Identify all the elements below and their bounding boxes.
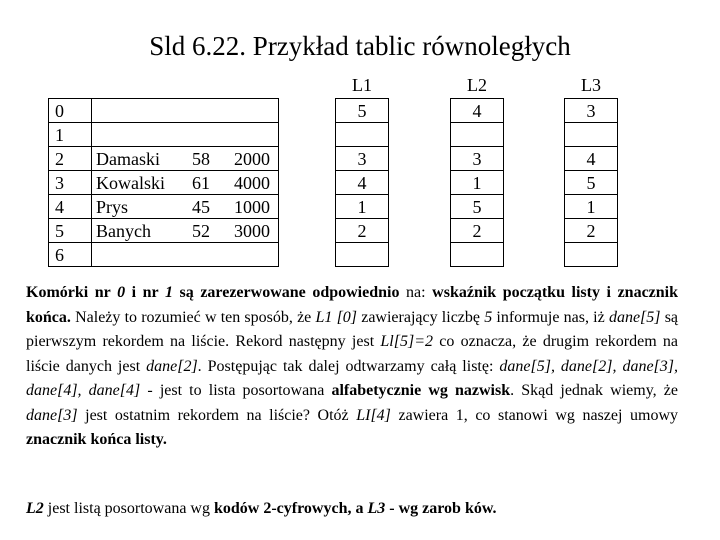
row-index: 4 (49, 195, 92, 219)
list-row (565, 243, 618, 267)
list-l2-label: L2 (467, 75, 487, 95)
list-l1-table (335, 98, 389, 267)
list-cell: 1 (565, 195, 618, 219)
row-code: 61 (188, 171, 232, 195)
row-salary (232, 243, 279, 267)
list-row (565, 171, 618, 195)
table-row (49, 99, 279, 123)
list-row (336, 171, 389, 195)
list-row (336, 147, 389, 171)
row-name: Prys (92, 195, 189, 219)
table-row (49, 219, 279, 243)
list-cell: 3 (336, 147, 389, 171)
table-row (49, 147, 279, 171)
list-cell: 5 (565, 171, 618, 195)
row-salary: 1000 (232, 195, 279, 219)
list-cell: 2 (336, 219, 389, 243)
list-row (451, 147, 504, 171)
row-salary: 2000 (232, 147, 279, 171)
list-cell (565, 123, 618, 147)
list-cell (565, 243, 618, 267)
row-index: 0 (49, 99, 92, 123)
row-salary (232, 99, 279, 123)
list-cell: 4 (336, 171, 389, 195)
row-index: 5 (49, 219, 92, 243)
list-cell: 2 (451, 219, 504, 243)
list-cell: 3 (451, 147, 504, 171)
summary-paragraph: L2 jest listą posortowana wg kodów 2-cyfrowych, a L3 - wg zarob ków. (26, 500, 497, 517)
row-index: 1 (49, 123, 92, 147)
list-cell: 3 (565, 99, 618, 123)
row-name: Damaski (92, 147, 189, 171)
list-cell: 1 (336, 195, 389, 219)
row-salary: 3000 (232, 219, 279, 243)
row-salary (232, 123, 279, 147)
list-cell: 5 (451, 195, 504, 219)
list-cell (336, 243, 389, 267)
explanation-paragraph: Komórki nr 0 i nr 1 są zarezerwowane odpowiednio na: wskaźnik początku listy i znacznik końca. Należy to rozumieć w ten sposób, że L1 [0] zawierający liczbę 5 informuje nas, iż dane[5] są pierwszym rekordem na liście. Rekord następny jest Ll[5]=2 co oznacza, że drugim rekordem na liście danych jest dane[2]. Postępując tak dalej odtwarzamy całą listę: dane[5], dane[2], dane[3], dane[4], dane[4] - jest to lista posortowana alfabetycznie wg nazwisk. Skąd jednak wiemy, że dane[3] jest ostatnim rekordem na liście? Otóż LI[4] zawiera 1, co stanowi wg naszej umowy znacznik końca listy. (26, 284, 679, 448)
row-index: 6 (49, 243, 92, 267)
row-code (188, 123, 232, 147)
row-salary: 4000 (232, 171, 279, 195)
list-l3-table (564, 98, 618, 267)
slide-title: Sld 6.22. Przykład tablic równoległych (149, 31, 571, 61)
list-cell: 5 (336, 99, 389, 123)
list-cell: 1 (451, 171, 504, 195)
list-cell (451, 123, 504, 147)
row-code: 45 (188, 195, 232, 219)
list-row (336, 123, 389, 147)
list-row (336, 99, 389, 123)
data-table (48, 98, 279, 267)
list-cell (336, 123, 389, 147)
table-row (49, 171, 279, 195)
list-row (336, 195, 389, 219)
list-cell: 4 (451, 99, 504, 123)
row-name (92, 123, 189, 147)
row-code (188, 243, 232, 267)
list-row (336, 219, 389, 243)
row-code: 58 (188, 147, 232, 171)
list-cell (451, 243, 504, 267)
row-name: Banych (92, 219, 189, 243)
table-row (49, 123, 279, 147)
list-row (451, 171, 504, 195)
list-row (451, 219, 504, 243)
row-name: Kowalski (92, 171, 189, 195)
list-row (451, 243, 504, 267)
table-row (49, 195, 279, 219)
list-row (565, 99, 618, 123)
list-cell: 2 (565, 219, 618, 243)
list-row (565, 219, 618, 243)
list-l1-label: L1 (352, 75, 372, 95)
row-index: 3 (49, 171, 92, 195)
list-row (336, 243, 389, 267)
list-row (565, 123, 618, 147)
list-cell: 4 (565, 147, 618, 171)
list-row (565, 195, 618, 219)
row-name (92, 99, 189, 123)
list-row (565, 147, 618, 171)
list-row (451, 195, 504, 219)
row-code: 52 (188, 219, 232, 243)
list-row (451, 123, 504, 147)
row-index: 2 (49, 147, 92, 171)
table-row (49, 243, 279, 267)
row-name (92, 243, 189, 267)
list-row (451, 99, 504, 123)
row-code (188, 99, 232, 123)
list-l3-label: L3 (581, 75, 601, 95)
list-l2-table (450, 98, 504, 267)
